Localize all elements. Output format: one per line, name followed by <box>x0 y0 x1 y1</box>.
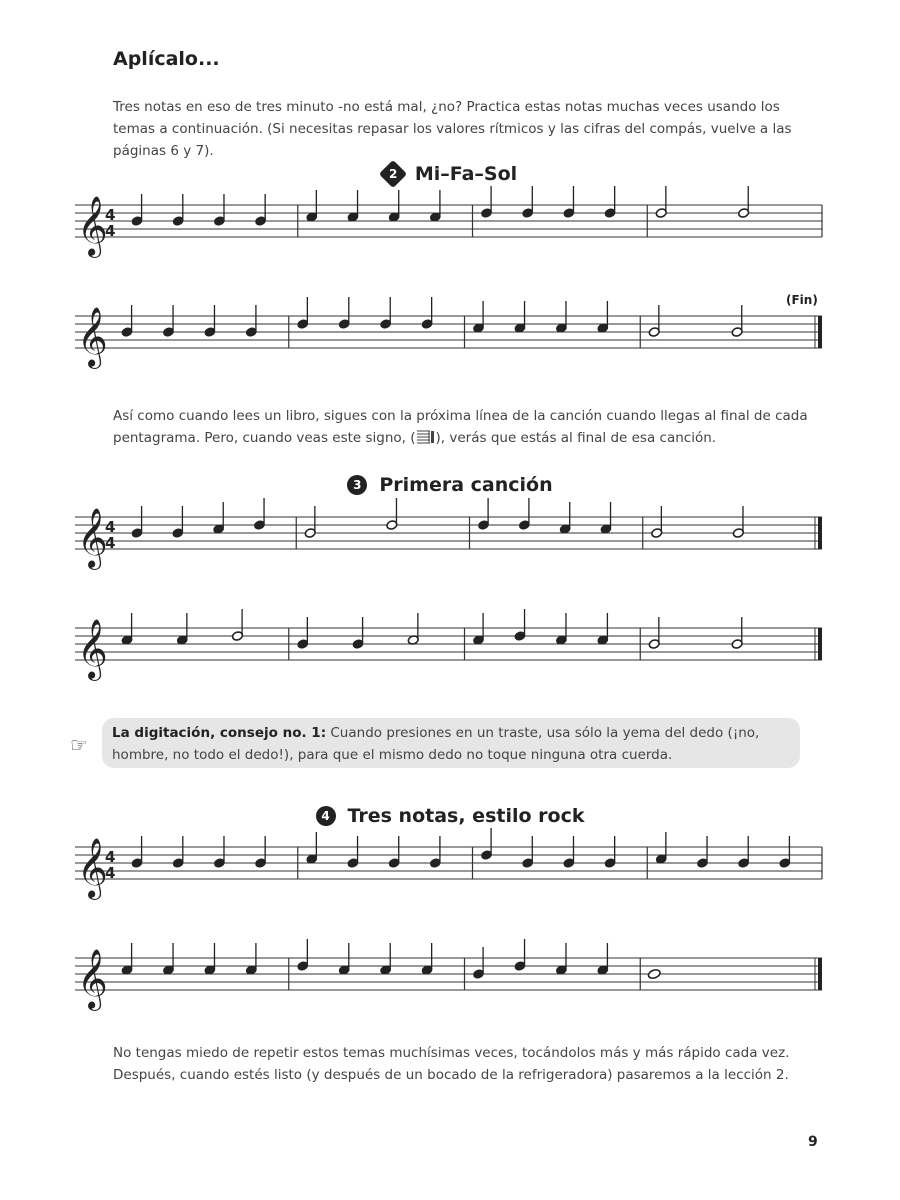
intro-paragraph: Tres notas en eso de tres minuto -no está mal, ¿no? Practica estas notas muchas veces usando los temas a continuación. (Si necesitas repasar los valores rítmicos y las cifras del compás, vuelve a las páginas 6 y 7). <box>113 99 792 159</box>
fin-label: (Fin) <box>786 293 818 307</box>
tip-label: La digitación, consejo no. 1: <box>112 725 327 741</box>
song-number-2: 2 <box>379 160 407 188</box>
middle-paragraph-before: Así como cuando lees un libro, sigues con la próxima línea de la canción cuando llegas al final de cada pentagrama. Pero, cuando veas este signo, ( <box>113 408 808 446</box>
middle-paragraph-after: ), verás que estás al final de esa canción. <box>435 430 717 446</box>
treble-clef-icon: 𝄞 <box>77 196 108 256</box>
final-barline-thick <box>818 958 822 990</box>
closing-paragraph: No tengas miedo de repetir estos temas muchísimas veces, tocándolos más y más rápido cada vez. Después, cuando estés listo (y después de un bocado de la refrigeradora) pasaremos a la lección 2. <box>113 1045 790 1083</box>
final-barline-thick <box>818 628 822 660</box>
section-heading: Aplícalo... <box>113 48 220 70</box>
treble-clef-icon: 𝄞 <box>77 949 108 1009</box>
song-title-3-text: Primera canción <box>379 474 553 496</box>
pointing-hand-icon: ☞ <box>70 733 88 757</box>
song-number-3: 3 <box>347 475 367 495</box>
time-signature-top: 4 <box>105 848 116 866</box>
final-barline-thick <box>818 517 822 549</box>
time-signature-bottom: 4 <box>105 222 116 240</box>
tip-text: Cuando presiones en un traste, usa sólo la yema del dedo (¡no, hombre, no todo el dedo!), para que el mismo dedo no toque ninguna otra cuerda. <box>112 725 760 763</box>
time-signature-bottom: 4 <box>105 864 116 882</box>
time-signature-bottom: 4 <box>105 534 116 552</box>
treble-clef-icon: 𝄞 <box>77 838 108 898</box>
time-signature-top: 4 <box>105 206 116 224</box>
treble-clef-icon: 𝄞 <box>77 307 108 367</box>
final-barline-thick <box>818 316 822 348</box>
song-title-4-text: Tres notas, estilo rock <box>347 805 585 827</box>
note-head <box>647 968 661 979</box>
time-signature-top: 4 <box>105 518 116 536</box>
treble-clef-icon: 𝄞 <box>77 508 108 568</box>
page-number: 9 <box>808 1134 818 1150</box>
treble-clef-icon: 𝄞 <box>77 619 108 679</box>
song-number-4: 4 <box>316 806 336 826</box>
song-title-2-text: Mi–Fa–Sol <box>414 163 518 185</box>
